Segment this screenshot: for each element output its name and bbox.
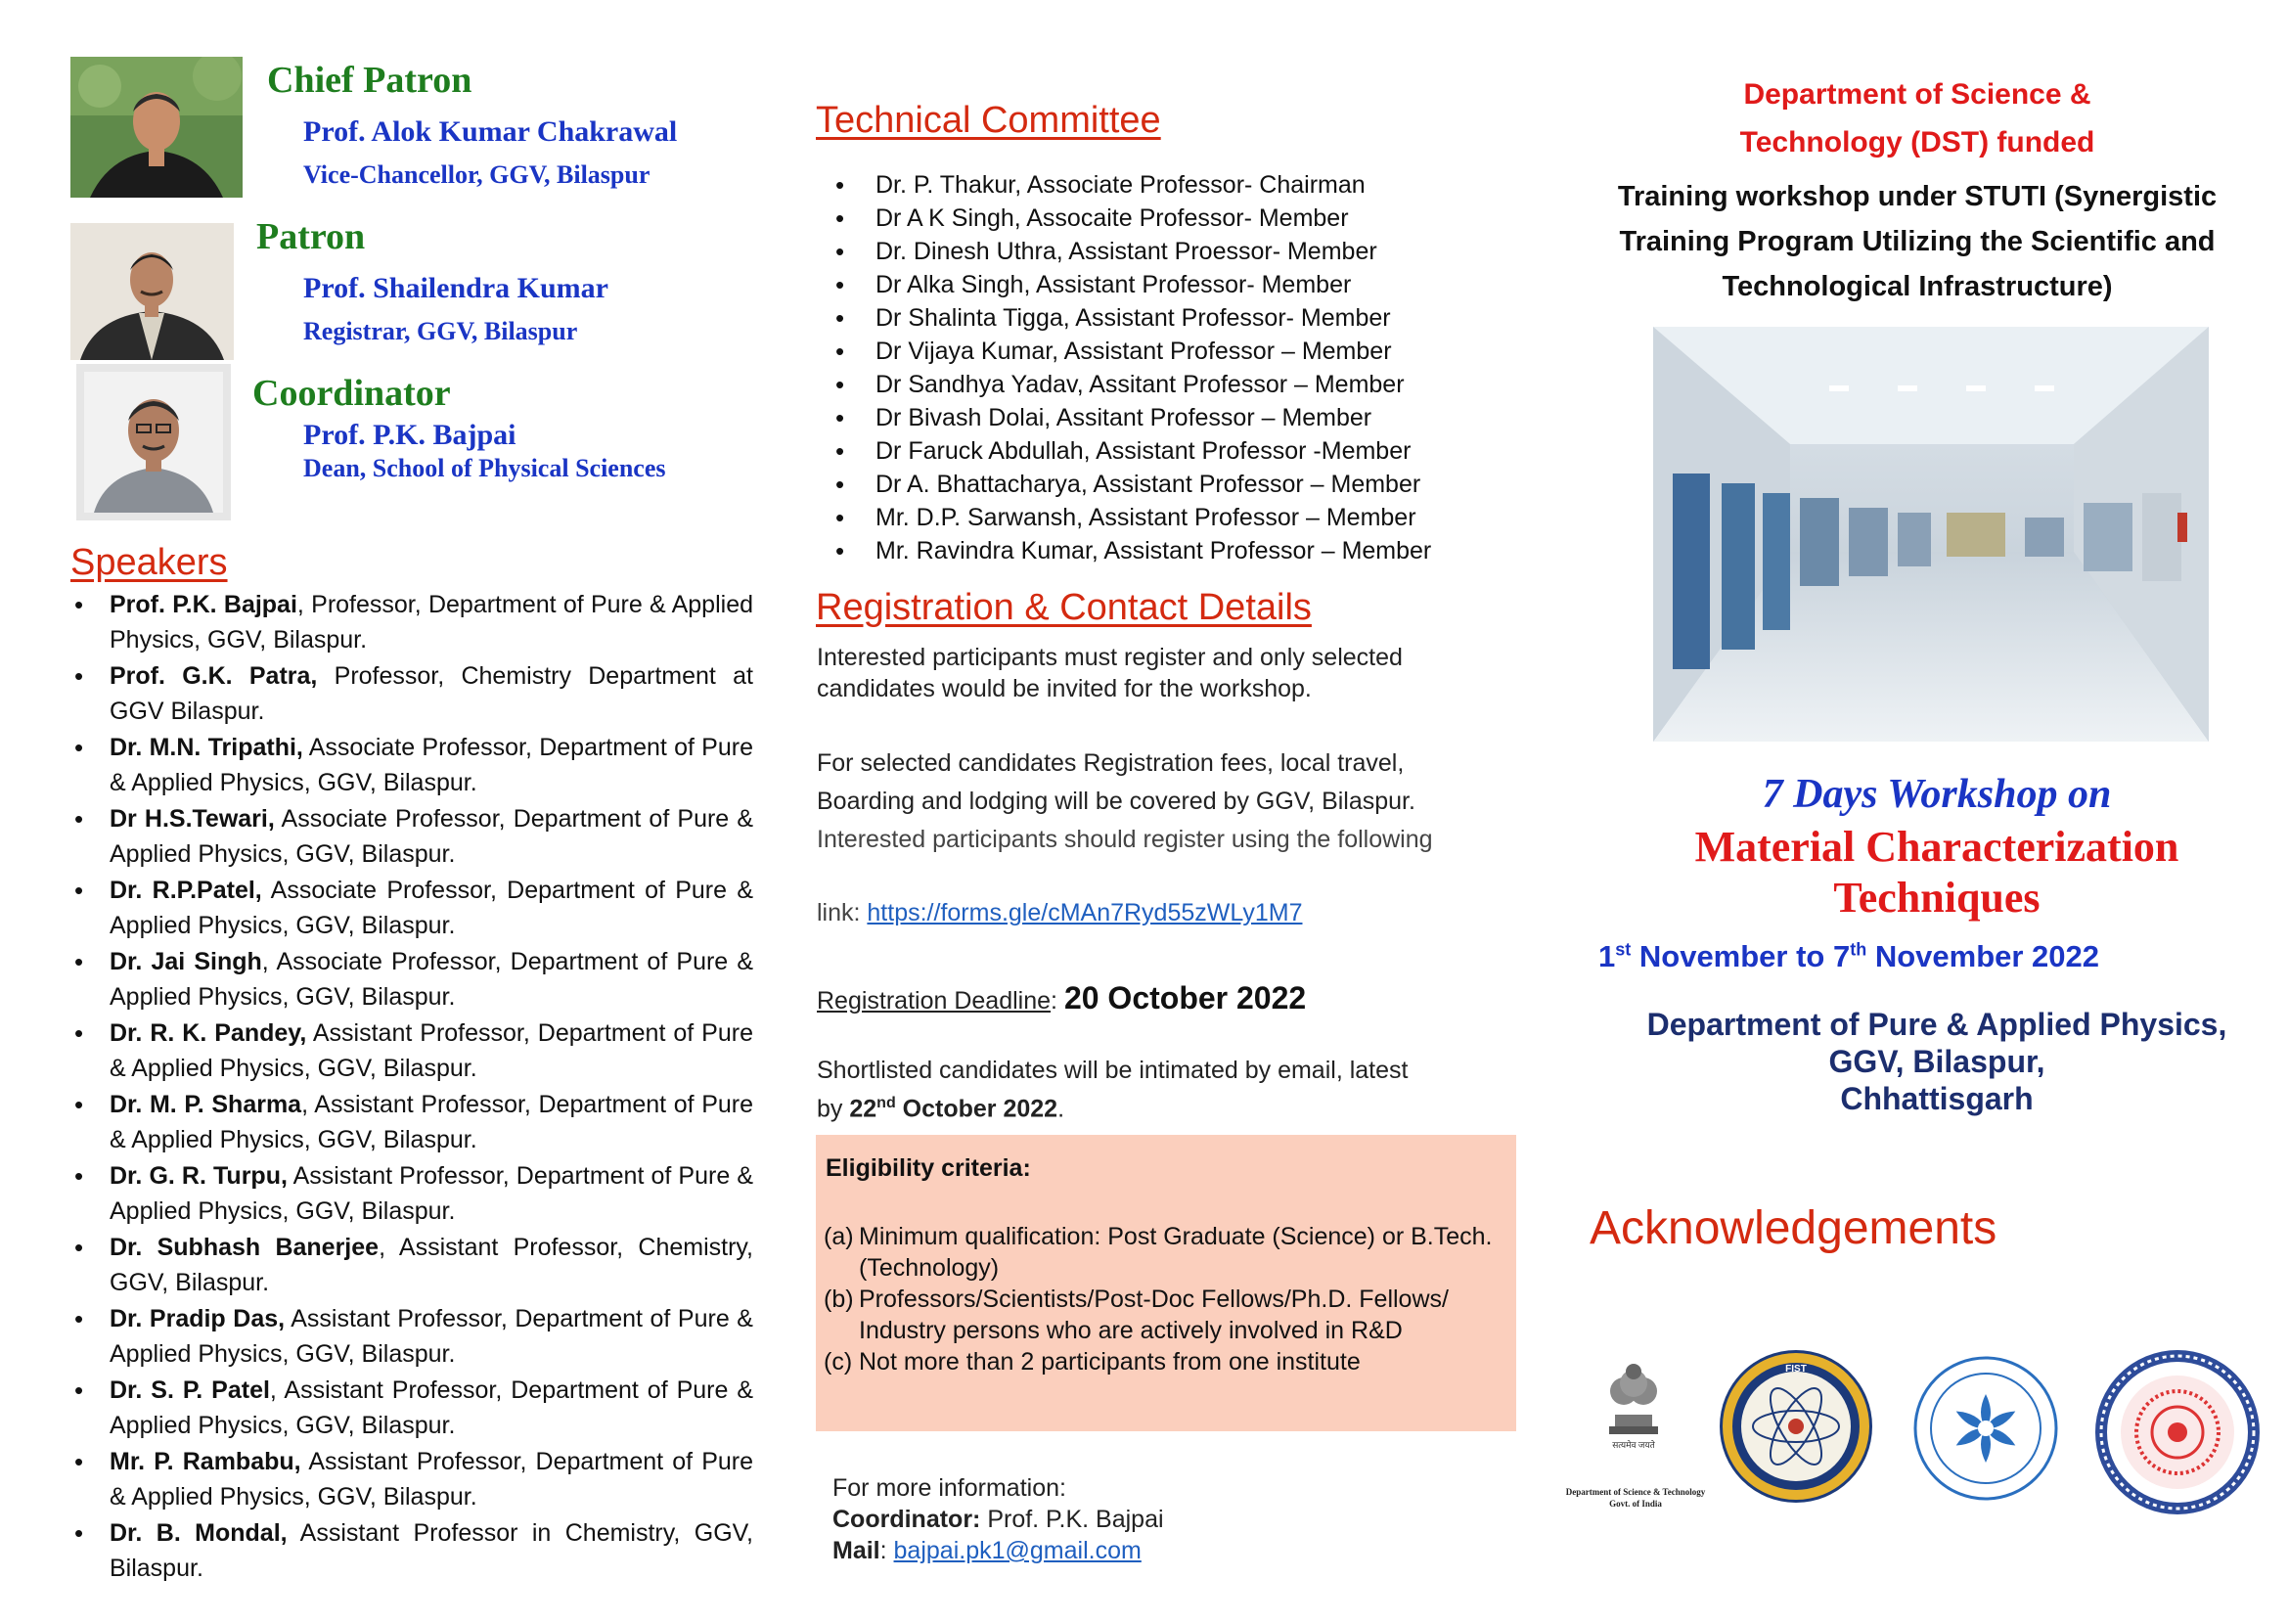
speaker-item: [68, 873, 753, 943]
ggv-university-logo: [2093, 1348, 2262, 1516]
fist-logo: [1718, 1348, 1874, 1505]
speaker-item: [68, 658, 753, 729]
speaker-name: Prof. G.K. Patra,: [110, 662, 318, 690]
committee-member: • Dr Bivash Dolai, Assitant Professor – Member: [831, 401, 1516, 434]
dst-funded-line1: Department of Science &: [1743, 78, 2091, 111]
speaker-item: [68, 730, 753, 800]
speaker-details: , Associate Professor, Department of Pure & Applied Physics, GGV, Bilaspur.: [110, 948, 753, 1011]
eligibility-item: [824, 1346, 1508, 1377]
laboratory-photo: [1653, 327, 2209, 742]
speaker-details: Assistant Professor, Department of Pure & Applied Physics, GGV, Bilaspur.: [110, 1305, 753, 1368]
iit-bhu-logo: [1912, 1355, 2059, 1502]
speaker-name: Dr. S. P. Patel: [110, 1376, 270, 1404]
speaker-name: Dr. G. R. Turpu,: [110, 1162, 288, 1190]
mail-link[interactable]: bajpai.pk1@gmail.com: [893, 1537, 1142, 1564]
speaker-name: Dr. Subhash Banerjee: [110, 1234, 380, 1261]
coordinator-name: Prof. P.K. Bajpai: [303, 419, 516, 451]
speaker-details: Assistant Professor in Chemistry, GGV, Bilaspur.: [110, 1519, 753, 1582]
speaker-item: [68, 801, 753, 872]
patron-photo: [70, 223, 234, 360]
speaker-name: Dr. R.P.Patel,: [110, 877, 262, 904]
speaker-details: , Assistant Professor, Department of Pure & Applied Physics, GGV, Bilaspur.: [110, 1091, 753, 1153]
speaker-name: Mr. P. Rambabu,: [110, 1448, 301, 1475]
speaker-details: , Assistant Professor, Department of Pure & Applied Physics, GGV, Bilaspur.: [110, 1376, 753, 1439]
registration-fees-line3: Interested participants should register using the following: [817, 826, 1433, 853]
registration-link-prefix: link:: [817, 899, 868, 926]
chief-patron-designation: Vice-Chancellor, GGV, Bilaspur: [303, 160, 651, 189]
speaker-item: [68, 1373, 753, 1443]
speaker-name: Dr. B. Mondal,: [110, 1519, 288, 1547]
committee-member: • Dr Sandhya Yadav, Assitant Professor – Member: [831, 368, 1516, 401]
speaker-name: Dr. Jai Singh: [110, 948, 262, 975]
speakers-list: [68, 587, 753, 1587]
shortlist-end: .: [1057, 1095, 1065, 1123]
stuti-line2: Training Program Utilizing the Scientific and: [1619, 226, 2216, 257]
committee-member: • Dr Vijaya Kumar, Assistant Professor – Member: [831, 335, 1516, 368]
speaker-name: Dr. R. K. Pandey,: [110, 1019, 307, 1047]
speaker-name: Dr. Pradip Das,: [110, 1305, 286, 1332]
dst-funded-line2: Technology (DST) funded: [1739, 126, 2095, 158]
registration-deadline-label: Registration Deadline: [817, 987, 1052, 1015]
speaker-details: Associate Professor, Department of Pure & Applied Physics, GGV, Bilaspur.: [110, 734, 753, 796]
dst-caption-line1: Department of Science & Technology: [1565, 1487, 1706, 1497]
committee-member: • Mr. D.P. Sarwansh, Assistant Professor – Member: [831, 501, 1516, 534]
registration-link-line: [817, 897, 1302, 928]
speaker-item: [68, 1515, 753, 1586]
registration-deadline-line: [817, 982, 1306, 1016]
chief-patron-name: Prof. Alok Kumar Chakrawal: [303, 115, 678, 148]
workshop-title-line3: Techniques: [1833, 874, 2041, 922]
speaker-name: Dr. M.N. Tripathi,: [110, 734, 303, 761]
registration-intro: Interested participants must register and only selected candidates would be invited for the workshop.: [817, 644, 1403, 702]
registration-deadline-value: 20 October 2022: [1063, 980, 1307, 1015]
committee-member: • Dr Faruck Abdullah, Assistant Professor -Member: [831, 434, 1516, 468]
mail-label: Mail: [832, 1537, 880, 1564]
date-end: November 2022: [1866, 939, 2100, 973]
speaker-details: Assistant Professor, Department of Pure & Applied Physics, GGV, Bilaspur.: [110, 1019, 753, 1082]
eligibility-item: [824, 1284, 1508, 1346]
shortlist-day-suffix: nd: [876, 1095, 896, 1111]
speaker-item: [68, 1301, 753, 1372]
eligibility-marker: (a): [824, 1223, 854, 1250]
workshop-dates: [1598, 939, 2099, 974]
coordinator-photo: [76, 364, 231, 520]
shortlist-by: by: [817, 1095, 850, 1123]
workshop-title-line2: Material Characterization: [1694, 823, 2179, 871]
registration-fees-line1: For selected candidates Registration fees, local travel,: [817, 749, 1405, 777]
eligibility-list: [824, 1221, 1508, 1377]
committee-member: • Dr A K Singh, Assocaite Professor- Member: [831, 202, 1516, 235]
dst-motto: सत्यमेव जयते: [1612, 1440, 1655, 1450]
speaker-item: [68, 1158, 753, 1229]
patron-name: Prof. Shailendra Kumar: [303, 272, 608, 304]
shortlist-line1: Shortlisted candidates will be intimated by email, latest: [817, 1057, 1409, 1084]
registration-heading: Registration & Contact Details: [816, 587, 1312, 628]
eligibility-item: [824, 1221, 1508, 1284]
speaker-details: , Professor, Department of Pure & Applied Physics, GGV, Bilaspur.: [110, 591, 754, 654]
committee-member: • Dr Shalinta Tigga, Assistant Professor- Member: [831, 301, 1516, 335]
registration-form-link[interactable]: https://forms.gle/cMAn7Ryd55zWLy1M7: [867, 899, 1303, 926]
stuti-line3: Technological Infrastructure): [1722, 271, 2113, 302]
speaker-item: [68, 1087, 753, 1157]
speaker-details: Associate Professor, Department of Pure & Applied Physics, GGV, Bilaspur.: [110, 877, 753, 939]
eligibility-title: Eligibility criteria:: [826, 1154, 1031, 1182]
coordinator-contact-line: [832, 1504, 1164, 1535]
committee-member: • Dr A. Bhattacharya, Assistant Professor – Member: [831, 468, 1516, 501]
speaker-name: Prof. P.K. Bajpai: [110, 591, 297, 618]
dept-line3: Chhattisgarh: [1840, 1081, 2034, 1116]
committee-member: • Dr Alka Singh, Assistant Professor- Member: [831, 268, 1516, 301]
chief-patron-photo: [70, 57, 243, 198]
speaker-details: , Assistant Professor, Chemistry, GGV, Bilaspur.: [110, 1234, 753, 1296]
coordinator-designation: Dean, School of Physical Sciences: [303, 454, 666, 482]
dst-emblem-logo: [1590, 1350, 1678, 1471]
eligibility-marker: (b): [824, 1286, 854, 1313]
speaker-item: [68, 944, 753, 1015]
date-start-num: 1: [1598, 939, 1616, 973]
dst-caption-line2: Govt. of India: [1609, 1499, 1662, 1509]
eligibility-box: [816, 1135, 1516, 1431]
workshop-title-line1: 7 Days Workshop on: [1762, 772, 2112, 817]
coordinator-title: Coordinator: [252, 373, 451, 414]
shortlist-day: 22: [849, 1095, 877, 1123]
date-middle: November to 7: [1631, 939, 1851, 973]
dept-line1: Department of Pure & Applied Physics,: [1646, 1007, 2227, 1042]
shortlist-line2: [817, 1088, 1064, 1124]
acknowledgements-heading: Acknowledgements: [1590, 1202, 1997, 1254]
speaker-details: Associate Professor, Department of Pure & Applied Physics, GGV, Bilaspur.: [110, 805, 753, 868]
dept-line2: GGV, Bilaspur,: [1828, 1044, 2045, 1079]
date-end-sup: th: [1850, 939, 1867, 960]
committee-member: • Dr. P. Thakur, Associate Professor- Chairman: [831, 168, 1516, 202]
speaker-name: Dr H.S.Tewari,: [110, 805, 275, 833]
speaker-name: Dr. M. P. Sharma: [110, 1091, 302, 1118]
shortlist-month: October 2022: [895, 1095, 1058, 1123]
speakers-heading: Speakers: [70, 542, 228, 583]
coordinator-contact-label: Coordinator:: [832, 1506, 981, 1533]
speaker-item: [68, 587, 753, 657]
coordinator-contact-value: Prof. P.K. Bajpai: [980, 1506, 1164, 1533]
technical-committee-list: [831, 168, 1516, 567]
stuti-line1: Training workshop under STUTI (Synergistic: [1617, 181, 2218, 212]
eligibility-text: Minimum qualification: Post Graduate (Science) or B.Tech. (Technology): [859, 1223, 1493, 1282]
eligibility-marker: (c): [824, 1348, 853, 1376]
committee-member: • Mr. Ravindra Kumar, Assistant Professor – Member: [831, 534, 1516, 567]
registration-deadline-separator: :: [1051, 987, 1064, 1015]
fist-label: FIST: [1785, 1364, 1807, 1375]
patron-designation: Registrar, GGV, Bilaspur: [303, 317, 578, 345]
eligibility-text: Professors/Scientists/Post-Doc Fellows/Ph.D. Fellows/ Industry persons who are actively involved in R&D: [859, 1286, 1449, 1344]
eligibility-text: Not more than 2 participants from one institute: [859, 1348, 1361, 1376]
registration-fees-line2: Boarding and lodging will be covered by GGV, Bilaspur.: [817, 788, 1415, 815]
speaker-details: Professor, Chemistry Department at GGV Bilaspur.: [110, 662, 753, 725]
chief-patron-title: Chief Patron: [267, 60, 472, 101]
mail-line: [832, 1535, 1142, 1566]
patron-title: Patron: [256, 216, 366, 257]
speaker-details: Assistant Professor, Department of Pure & Applied Physics, GGV, Bilaspur.: [110, 1448, 753, 1511]
more-info-label: For more information:: [832, 1474, 1066, 1502]
committee-member: • Dr. Dinesh Uthra, Assistant Proessor- Member: [831, 235, 1516, 268]
speaker-item: [68, 1444, 753, 1514]
technical-committee-heading: Technical Committee: [816, 100, 1161, 141]
mail-separator: :: [879, 1537, 894, 1564]
speaker-details: Assistant Professor, Department of Pure & Applied Physics, GGV, Bilaspur.: [110, 1162, 753, 1225]
date-start-sup: st: [1615, 939, 1632, 960]
speaker-item: [68, 1230, 753, 1300]
speaker-item: [68, 1015, 753, 1086]
